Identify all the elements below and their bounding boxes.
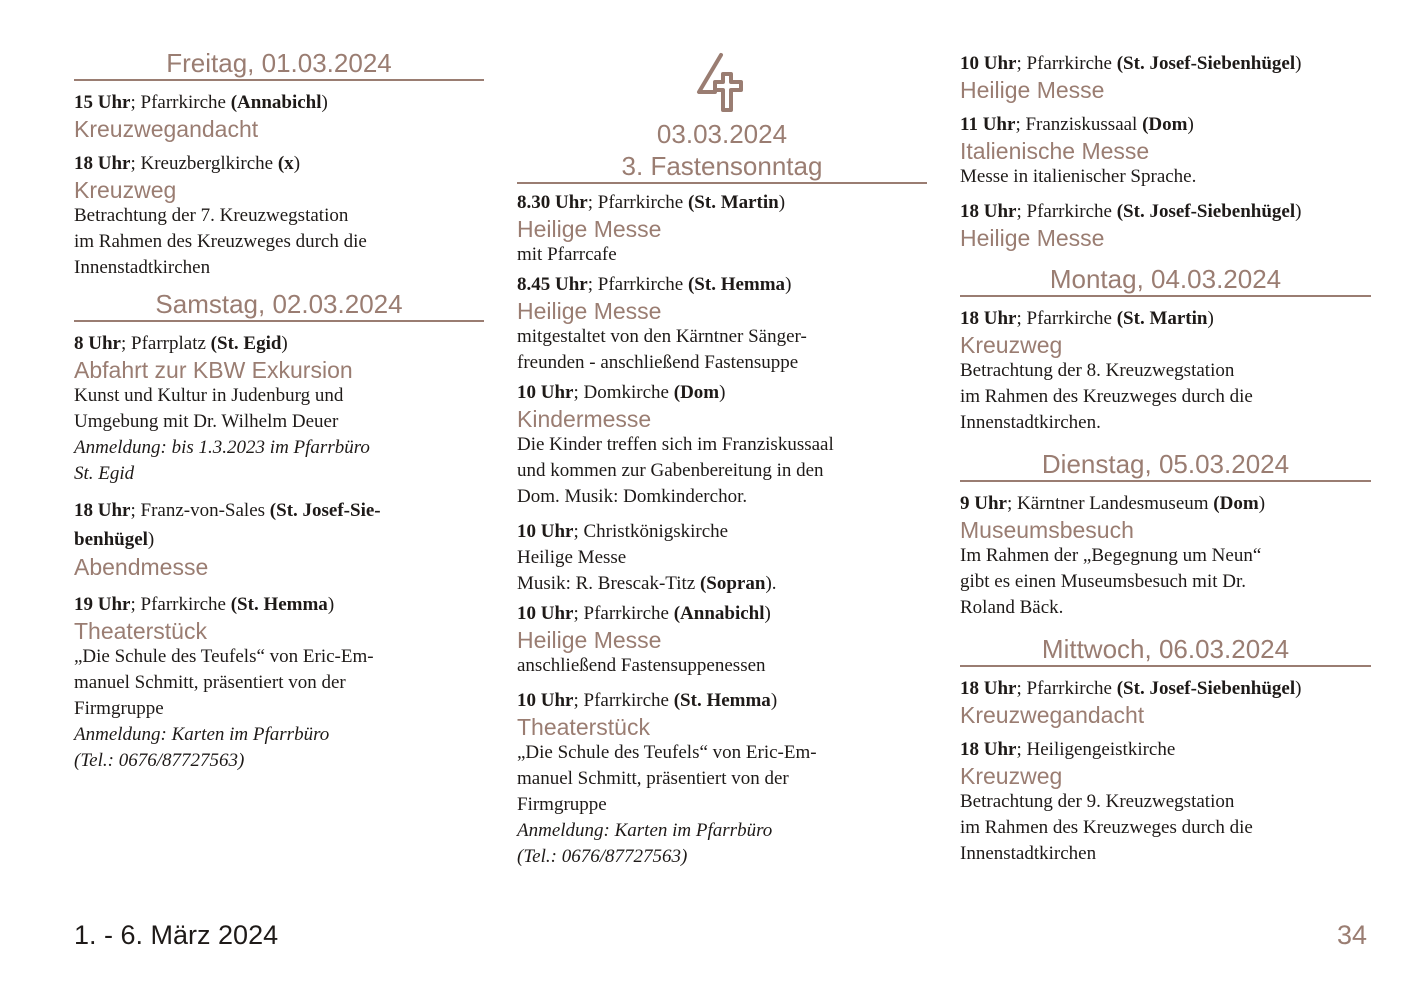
event-title: Kreuzwegandacht (74, 116, 259, 142)
event-title: Abfahrt zur KBW Exkursion (74, 357, 353, 383)
sunday-date: 03.03.2024 (656, 119, 788, 149)
event-description: Firmgruppe (74, 698, 164, 719)
event (960, 51, 1371, 103)
event (517, 688, 927, 870)
event-title: Heilige Messe (517, 627, 662, 653)
event-description: manuel Schmitt, präsentiert von der (74, 672, 346, 693)
event-description: Innenstadtkirchen (74, 257, 211, 278)
event-description: freunden - anschließend Fastensuppe (517, 352, 799, 373)
event-registration: Anmeldung: Karten im Pfarrbüro (517, 820, 773, 841)
event (74, 90, 484, 142)
event-title: Theaterstück (74, 618, 207, 644)
footer-date-range: 1. - 6. März 2024 (74, 920, 279, 950)
event-title: Kreuzweg (74, 177, 177, 203)
event-description: „Die Schule des Teufels“ von Eric-Em- (74, 646, 374, 667)
event-description: Die Kinder treffen sich im Franziskussaal (517, 434, 834, 455)
event (517, 272, 927, 376)
event-description: Musik: R. Brescak-Titz (Sopran). (517, 573, 777, 594)
event-description: im Rahmen des Kreuzweges durch die (960, 386, 1253, 407)
event (960, 306, 1371, 436)
event-description: Innenstadtkirchen (960, 843, 1097, 864)
lent-cross-icon (695, 52, 749, 114)
event (517, 380, 927, 510)
event-time-location: 9 Uhr; Kärntner Landesmuseum (Dom) (960, 493, 1266, 514)
event-description: und kommen zur Gabenbereitung in den (517, 460, 824, 481)
event-description: im Rahmen des Kreuzweges durch die (74, 231, 367, 252)
event-description: Im Rahmen der „Begegnung um Neun“ (960, 545, 1262, 566)
event-registration: Anmeldung: bis 1.3.2023 im Pfarrbüro (74, 437, 370, 458)
event-description: anschließend Fastensuppenessen (517, 655, 766, 676)
event-title: Kreuzweg (960, 763, 1063, 789)
column-left (74, 0, 484, 783)
event-time-location: 10 Uhr; Pfarrkirche (St. Josef-Siebenhügel) (960, 53, 1302, 74)
event (517, 519, 927, 597)
event-title: Kindermesse (517, 406, 652, 432)
event-time-location: 18 Uhr; Franz-von-Sales (St. Josef-Sie- (74, 500, 381, 521)
event-title: Kreuzwegandacht (960, 702, 1145, 728)
event-description: Roland Bäck. (960, 597, 1064, 618)
event-description: Betrachtung der 8. Kreuzwegstation (960, 360, 1235, 381)
event-description: Betrachtung der 7. Kreuzwegstation (74, 205, 349, 226)
day-heading: Mittwoch, 06.03.2024 (960, 635, 1371, 667)
day-heading: Montag, 04.03.2024 (960, 265, 1371, 297)
event (517, 601, 927, 679)
event-description: im Rahmen des Kreuzweges durch die (960, 817, 1253, 838)
event-description: gibt es einen Museumsbesuch mit Dr. (960, 571, 1247, 592)
event-registration: (Tel.: 0676/87727563) (517, 846, 688, 867)
event-time-location: 15 Uhr; Pfarrkirche (Annabichl) (74, 92, 328, 113)
event-time-location: 8.30 Uhr; Pfarrkirche (St. Martin) (517, 192, 786, 213)
day-heading: Dienstag, 05.03.2024 (960, 450, 1371, 482)
event (74, 151, 484, 281)
event-title: Heilige Messe (517, 298, 662, 324)
event-description: Umgebung mit Dr. Wilhelm Deuer (74, 411, 339, 432)
event-description: mit Pfarrcafe (517, 244, 617, 265)
event-time-location: 10 Uhr; Christkönigskirche (517, 521, 729, 542)
event-registration: (Tel.: 0676/87727563) (74, 750, 245, 771)
event-registration: St. Egid (74, 463, 135, 484)
event-description: Betrachtung der 9. Kreuzwegstation (960, 791, 1235, 812)
event-time-location: 10 Uhr; Pfarrkirche (St. Hemma) (517, 690, 778, 711)
event-description: Innenstadtkirchen. (960, 412, 1101, 433)
event-description: Dom. Musik: Domkinderchor. (517, 486, 748, 507)
event-description: Messe in italienischer Sprache. (960, 166, 1197, 187)
event (960, 491, 1371, 621)
column-middle (517, 0, 927, 879)
event-time-location: 10 Uhr; Pfarrkirche (Annabichl) (517, 603, 771, 624)
event-title: Kreuzweg (960, 332, 1063, 358)
event (960, 676, 1371, 728)
page-number: 34 (1336, 920, 1367, 950)
event-time-location: 8.45 Uhr; Pfarrkirche (St. Hemma) (517, 274, 792, 295)
event (74, 331, 484, 487)
event (517, 190, 927, 268)
event-title: Heilige Messe (517, 547, 627, 568)
sunday-title: 3. Fastensonntag (517, 150, 927, 184)
event-time-location: 10 Uhr; Domkirche (Dom) (517, 382, 726, 403)
event-time-location: 18 Uhr; Pfarrkirche (St. Josef-Siebenhügel) (960, 678, 1302, 699)
event-description: manuel Schmitt, präsentiert von der (517, 768, 789, 789)
event-location-cont: benhügel) (74, 529, 155, 550)
event-time-location: 11 Uhr; Franziskussaal (Dom) (960, 114, 1194, 135)
event (960, 737, 1371, 867)
event-title: Museumsbesuch (960, 517, 1134, 543)
event-time-location: 18 Uhr; Pfarrkirche (St. Martin) (960, 308, 1214, 329)
day-heading: Freitag, 01.03.2024 (74, 49, 484, 81)
event (960, 112, 1371, 190)
event-description: mitgestaltet von den Kärntner Sänger- (517, 326, 807, 347)
event-registration: Anmeldung: Karten im Pfarrbüro (74, 724, 330, 745)
event (960, 199, 1371, 251)
event-title: Heilige Messe (960, 77, 1105, 103)
event-title: Heilige Messe (517, 216, 662, 242)
event-description: Firmgruppe (517, 794, 607, 815)
event-time-location: 8 Uhr; Pfarrplatz (St. Egid) (74, 333, 288, 354)
event-description: „Die Schule des Teufels“ von Eric-Em- (517, 742, 817, 763)
event-description: Kunst und Kultur in Judenburg und (74, 385, 344, 406)
event-time-location: 18 Uhr; Kreuzberglkirche (x) (74, 153, 301, 174)
event-time-location: 19 Uhr; Pfarrkirche (St. Hemma) (74, 594, 335, 615)
event-title: Abendmesse (74, 554, 209, 580)
event-title: Theaterstück (517, 714, 650, 740)
column-right (960, 0, 1371, 876)
event-time-location: 18 Uhr; Pfarrkirche (St. Josef-Siebenhügel) (960, 201, 1302, 222)
event-title: Heilige Messe (960, 225, 1105, 251)
event (74, 496, 484, 580)
day-heading: Samstag, 02.03.2024 (74, 290, 484, 322)
event-time-location: 18 Uhr; Heiligengeistkirche (960, 739, 1176, 760)
event (74, 592, 484, 774)
event-title: Italienische Messe (960, 138, 1150, 164)
